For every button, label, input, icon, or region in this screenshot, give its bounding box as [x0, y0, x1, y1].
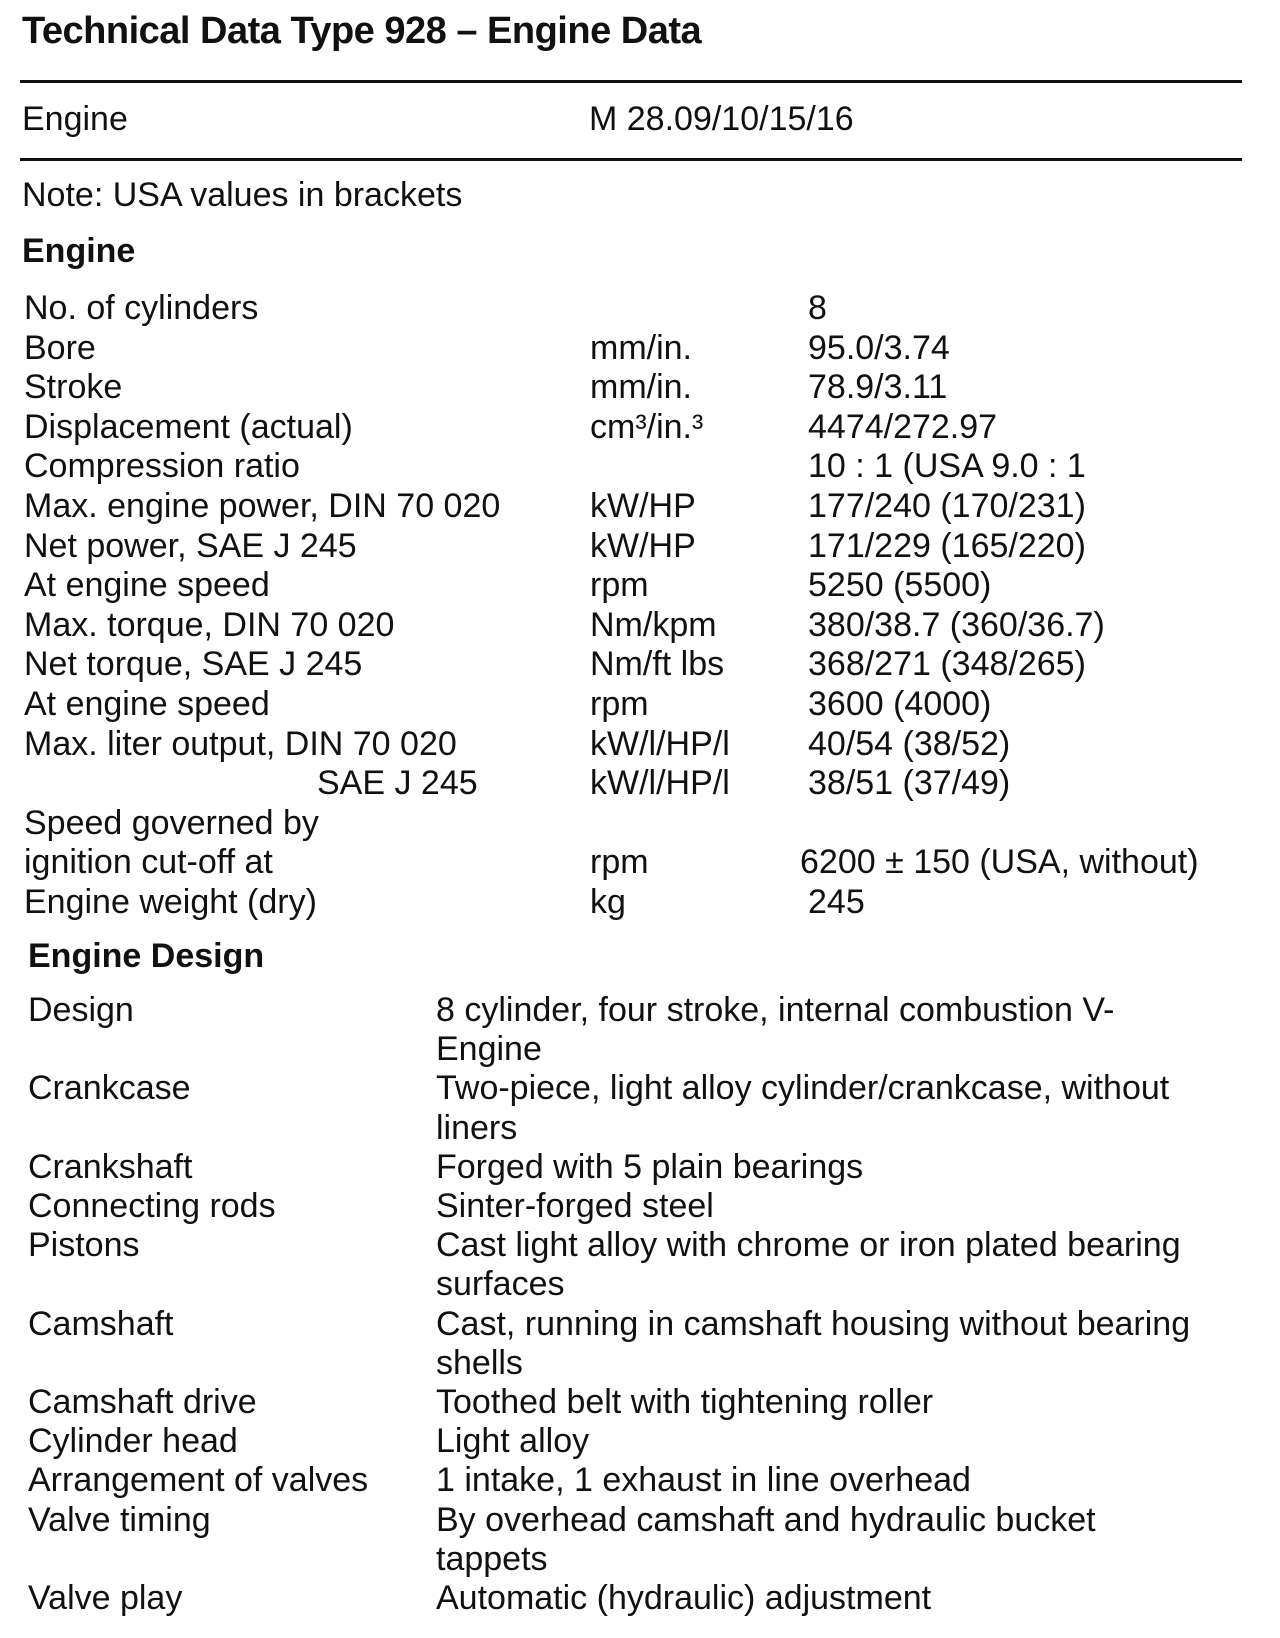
header-divider [20, 158, 1242, 161]
spec-row-net-power [0, 527, 1280, 567]
design-label: Pistons [28, 1226, 140, 1265]
design-row-valve-timing [0, 1501, 1280, 1579]
design-label: Crankshaft [28, 1147, 193, 1186]
engine-design-table [0, 991, 1280, 1618]
spec-label: At engine speed [24, 566, 270, 605]
spec-row-ignition-cutoff [0, 843, 1280, 883]
spec-row-speed-governed [0, 804, 1280, 844]
spec-unit: rpm [590, 843, 649, 882]
spec-row-max-power [0, 487, 1280, 527]
design-label: Connecting rods [28, 1187, 276, 1226]
spec-label: Compression ratio [24, 447, 300, 486]
design-row-valve-arrangement [0, 1461, 1280, 1500]
spec-value: 171/229 (165/220) [808, 526, 1086, 565]
spec-value: 78.9/3.11 [808, 368, 948, 407]
spec-row-max-torque [0, 606, 1280, 646]
spec-unit: mm/in. [590, 368, 692, 407]
spec-unit: kW/l/HP/l [590, 764, 730, 803]
spec-row-liter-output-sae [0, 764, 1280, 804]
engine-section-title: Engine [22, 232, 136, 270]
spec-value: 4474/272.97 [808, 407, 998, 446]
top-divider [20, 80, 1242, 83]
design-value: Cast light alloy with chrome or iron plated bearing surfaces [436, 1226, 1181, 1304]
engine-spec-table [0, 289, 1280, 923]
spec-label: Net torque, SAE J 245 [24, 645, 363, 684]
spec-value: 368/271 (348/265) [808, 645, 1086, 684]
spec-unit: rpm [590, 684, 649, 723]
design-label: Camshaft drive [28, 1383, 257, 1422]
spec-label: Engine weight (dry) [24, 882, 317, 921]
spec-label: Net power, SAE J 245 [24, 526, 357, 565]
design-label: Cylinder head [28, 1422, 238, 1461]
spec-value: 40/54 (38/52) [808, 724, 1011, 763]
spec-value: 177/240 (170/231) [808, 486, 1086, 525]
design-label: Crankcase [28, 1069, 191, 1108]
spec-value: 38/51 (37/49) [808, 764, 1011, 803]
design-row-valve-play [0, 1579, 1280, 1618]
design-row-crankcase [0, 1069, 1280, 1147]
design-section-title: Engine Design [28, 937, 265, 975]
spec-label: Speed governed by [24, 803, 319, 842]
spec-row-displacement [0, 408, 1280, 448]
spec-value: 245 [808, 882, 865, 921]
spec-value: 380/38.7 (360/36.7) [808, 605, 1105, 644]
design-value: Light alloy [436, 1422, 590, 1461]
spec-label: Displacement (actual) [24, 407, 353, 446]
spec-unit: Nm/kpm [590, 605, 717, 644]
spec-row-stroke [0, 368, 1280, 408]
spec-unit: kg [590, 882, 626, 921]
design-label: Valve timing [28, 1500, 211, 1539]
spec-value: 8 [808, 289, 827, 327]
engine-header-label: Engine [22, 100, 128, 138]
design-row-design [0, 991, 1280, 1069]
spec-label: Stroke [24, 368, 123, 407]
spec-unit: rpm [590, 566, 649, 605]
design-row-camshaft-drive [0, 1383, 1280, 1422]
spec-label: ignition cut-off at [24, 843, 273, 882]
spec-row-net-torque [0, 645, 1280, 685]
spec-row-power-speed [0, 566, 1280, 606]
spec-row-cylinders [0, 289, 1280, 329]
spec-value: 3600 (4000) [808, 684, 992, 723]
spec-unit: kW/HP [590, 486, 696, 525]
spec-label: Max. liter output, DIN 70 020 [24, 724, 457, 763]
spec-label: Max. engine power, DIN 70 020 [24, 486, 501, 525]
page-title: Technical Data Type 928 – Engine Data [22, 10, 702, 52]
design-row-pistons [0, 1226, 1280, 1304]
design-value: By overhead camshaft and hydraulic bucket tappets [436, 1500, 1096, 1578]
spec-unit: Nm/ft lbs [590, 645, 725, 684]
design-value: Sinter-forged steel [436, 1187, 714, 1226]
design-row-cylinder-head [0, 1422, 1280, 1461]
spec-unit: kW/l/HP/l [590, 724, 730, 763]
design-value: Forged with 5 plain bearings [436, 1147, 864, 1186]
spec-label: No. of cylinders [24, 289, 259, 327]
design-value: 1 intake, 1 exhaust in line overhead [436, 1461, 971, 1500]
design-label: Arrangement of valves [28, 1461, 369, 1500]
spec-label: SAE J 245 [317, 764, 478, 803]
spec-value: 95.0/3.74 [808, 328, 950, 367]
spec-unit: mm/in. [590, 328, 692, 367]
design-row-connecting-rods [0, 1187, 1280, 1226]
design-value: Toothed belt with tightening roller [436, 1383, 934, 1422]
design-value: Two-piece, light alloy cylinder/crankcase, without liners [436, 1069, 1170, 1147]
spec-label: Max. torque, DIN 70 020 [24, 605, 395, 644]
spec-row-weight [0, 883, 1280, 923]
usa-note: Note: USA values in brackets [22, 176, 463, 214]
spec-unit: kW/HP [590, 526, 696, 565]
design-label: Valve play [28, 1579, 183, 1618]
engine-model-value: M 28.09/10/15/16 [589, 100, 854, 138]
design-label: Camshaft [28, 1304, 174, 1343]
design-value: 8 cylinder, four stroke, internal combustion V-Engine [436, 991, 1115, 1069]
design-value: Cast, running in camshaft housing without bearing shells [436, 1304, 1191, 1382]
design-value: Automatic (hydraulic) adjustment [436, 1579, 932, 1618]
spec-row-torque-speed [0, 685, 1280, 725]
spec-value: 10 : 1 (USA 9.0 : 1 [808, 447, 1086, 486]
design-label: Design [28, 991, 134, 1029]
design-row-crankshaft [0, 1148, 1280, 1187]
design-row-camshaft [0, 1305, 1280, 1383]
spec-row-compression [0, 447, 1280, 487]
spec-row-bore [0, 329, 1280, 369]
spec-label: At engine speed [24, 684, 270, 723]
spec-label: Bore [24, 328, 96, 367]
spec-value: 6200 ± 150 (USA, without) [800, 843, 1199, 882]
spec-value: 5250 (5500) [808, 566, 992, 605]
spec-unit: cm³/in.³ [590, 407, 704, 446]
spec-row-liter-output-din [0, 725, 1280, 765]
